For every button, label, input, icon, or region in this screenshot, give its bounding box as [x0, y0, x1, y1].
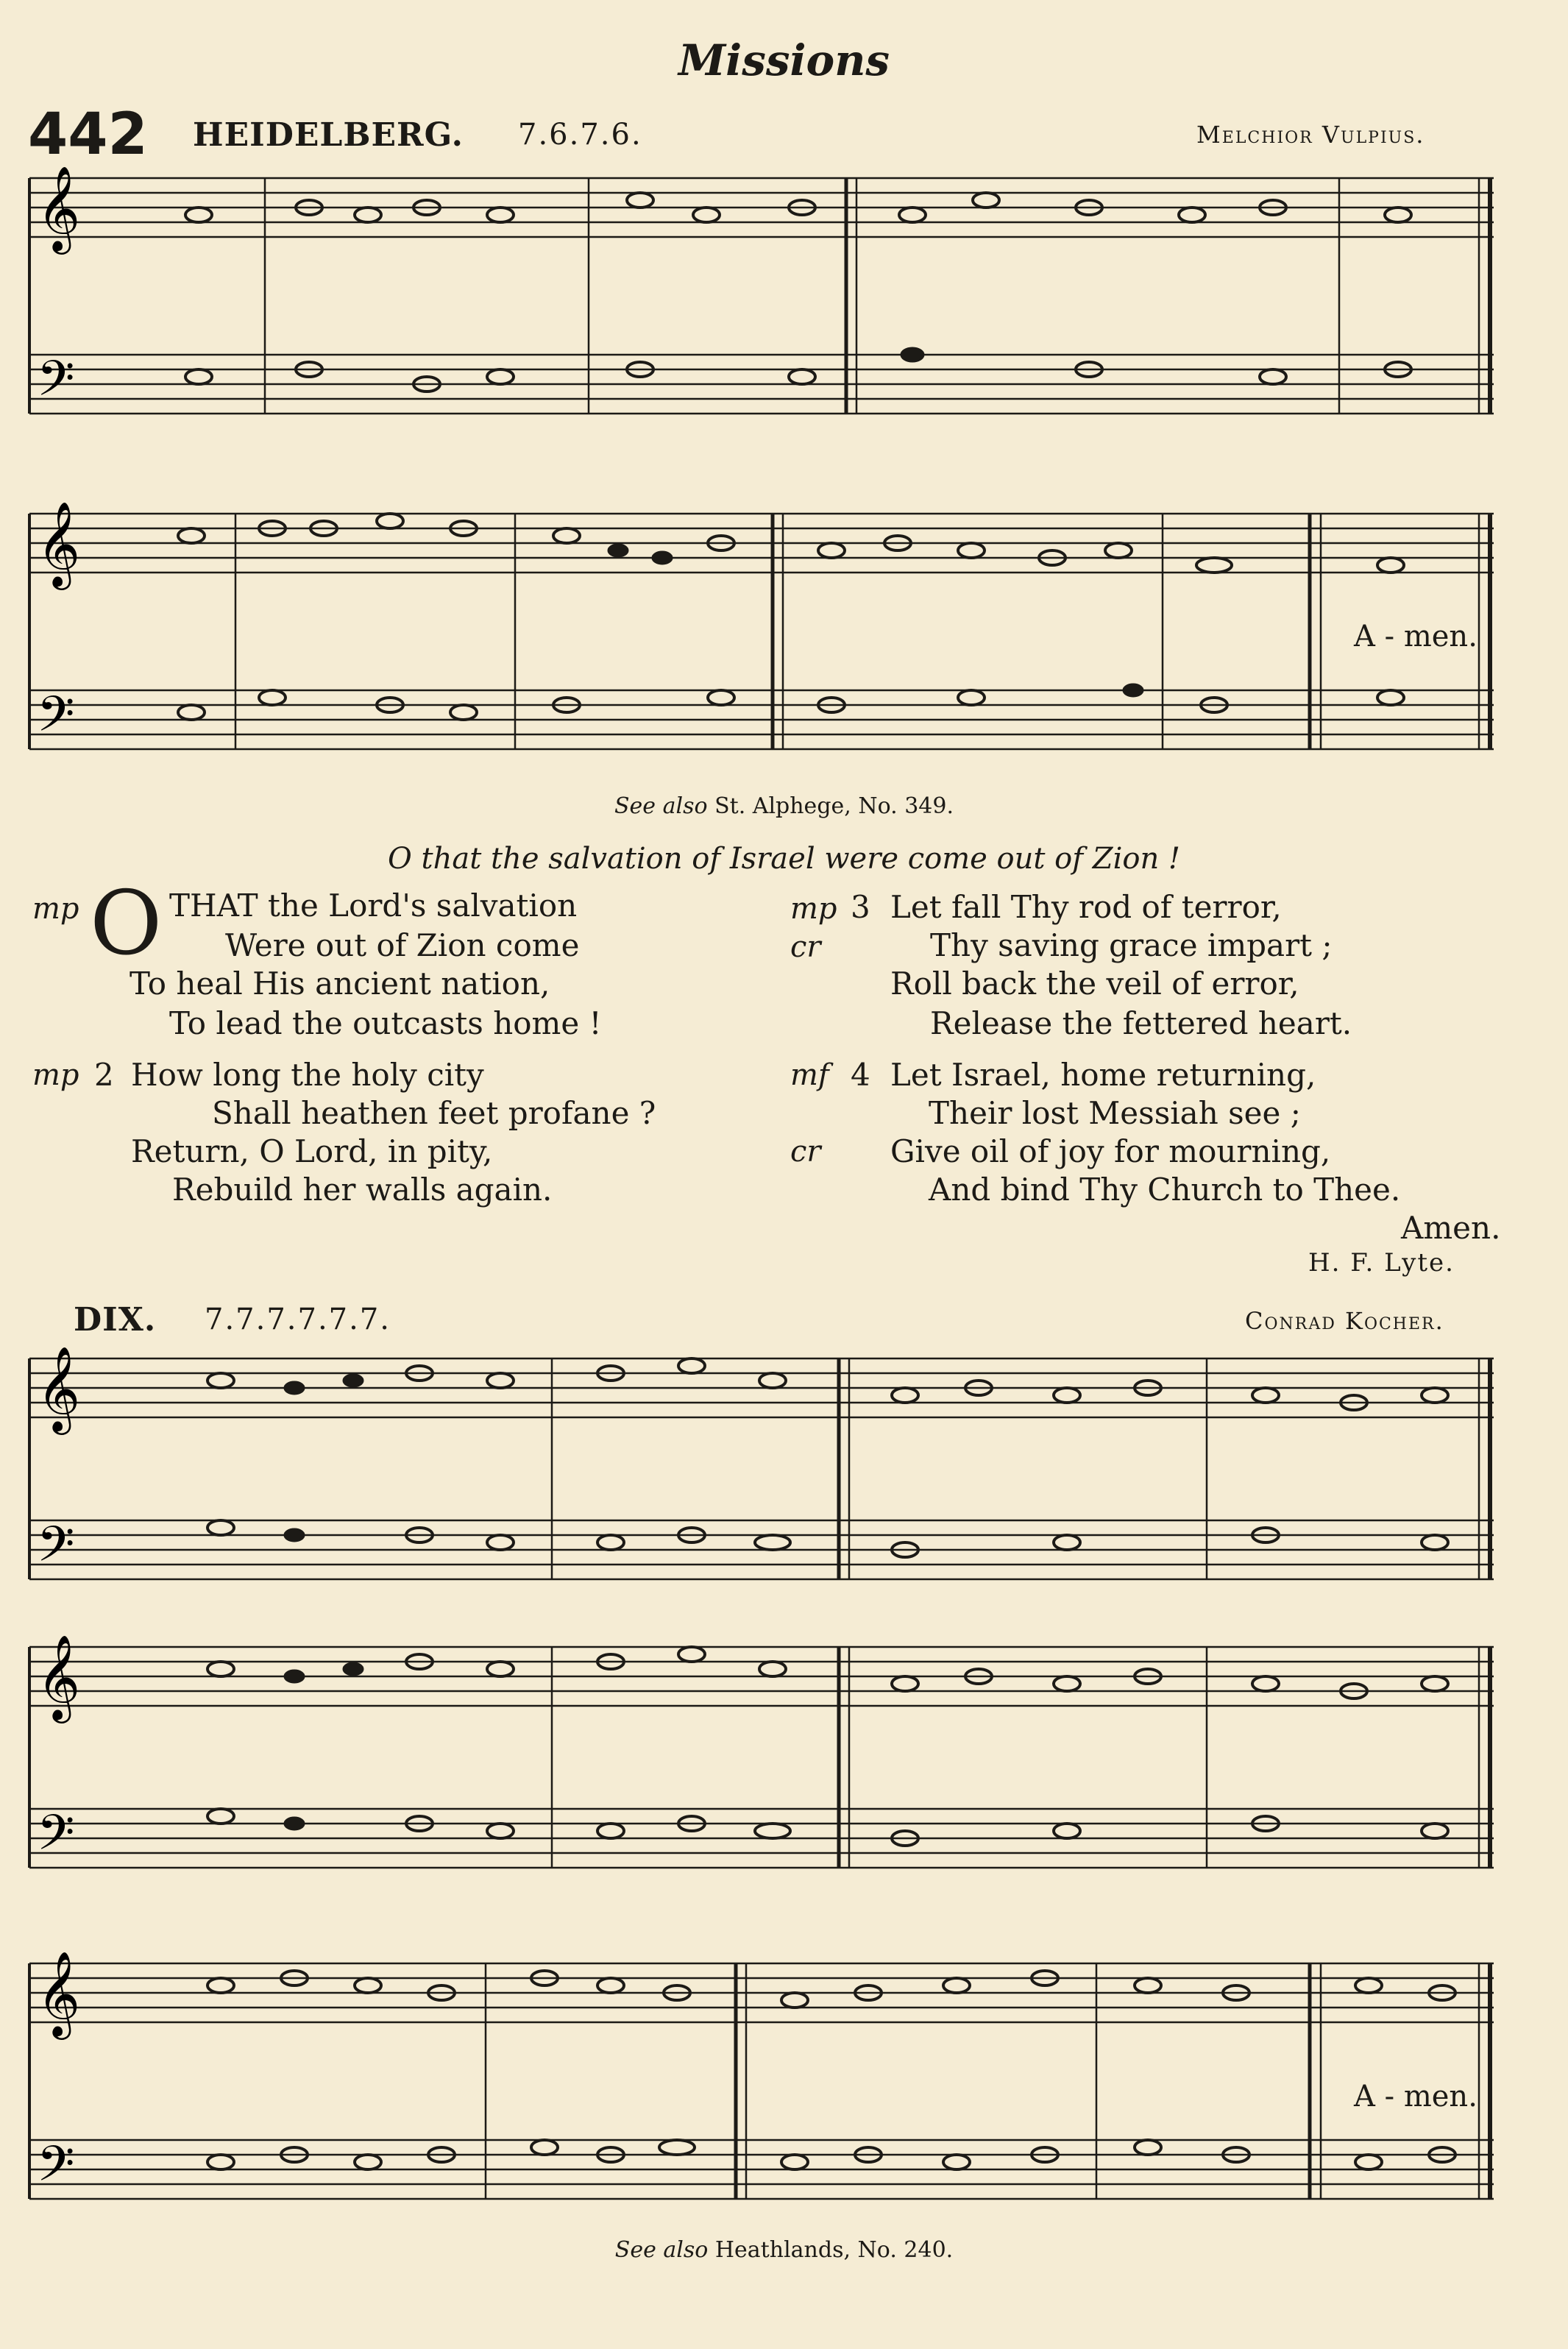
verse-3-number: 3 — [851, 889, 870, 925]
verse-1-dynamic: mp — [32, 892, 79, 926]
music-system-5 — [29, 1934, 1501, 2228]
verse-3-line-4: Release the fettered heart. — [930, 1005, 1352, 1041]
amen-dix: A - men. — [1354, 2080, 1477, 2114]
svg-text:𝄞: 𝄞 — [37, 1634, 81, 1720]
meter-dix: 7.7.7.7.7.7. — [205, 1303, 391, 1336]
verse-2-line-3: Return, O Lord, in pity, — [131, 1133, 493, 1169]
verse-4-line-2: Their lost Messiah see ; — [929, 1095, 1301, 1131]
verse-1-line-2: Were out of Zion come — [225, 927, 580, 963]
svg-text:𝄢: 𝄢 — [37, 1804, 75, 1873]
svg-text:𝄞: 𝄞 — [37, 500, 81, 587]
music-system-1 — [29, 165, 1501, 450]
verse-2-line-1: How long the holy city — [131, 1057, 484, 1093]
author-lyte: H. F. Lyte. — [1308, 1248, 1455, 1278]
svg-text:𝄢: 𝄢 — [37, 1516, 75, 1584]
closing-amen: Amen. — [1401, 1210, 1501, 1246]
verse-4-line-1: Let Israel, home returning, — [890, 1057, 1316, 1093]
verse-1-line-3: To heal His ancient nation, — [130, 966, 550, 1002]
verse-3-line-1: Let fall Thy rod of terror, — [890, 889, 1282, 925]
verse-1-line-1: THAT the Lord's salvation — [169, 887, 578, 924]
see-also-dix-prefix: See also — [614, 2237, 709, 2263]
verse-2-number: 2 — [94, 1057, 114, 1093]
section-title: Missions — [678, 35, 890, 85]
tune-name-dix: DIX. — [74, 1301, 157, 1339]
verse-3-line-2: Thy saving grace impart ; — [930, 927, 1333, 963]
verse-3-line-3: Roll back the veil of error, — [890, 966, 1299, 1002]
see-also-dix — [0, 2237, 1568, 2263]
meter-heidelberg: 7.6.7.6. — [518, 118, 642, 152]
composer-vulpius: Melchior Vulpius. — [1196, 121, 1425, 149]
scripture-line: O that the salvation of Israel were come out of Zion ! — [388, 842, 1180, 876]
verse-3-dynamic: mp — [790, 892, 837, 926]
verse-2-line-2: Shall heathen feet profane ? — [212, 1095, 656, 1131]
verse-1-line-4: To lead the outcasts home ! — [169, 1005, 602, 1041]
verse-4-dynamic-cr: cr — [790, 1135, 821, 1169]
svg-text:𝄢: 𝄢 — [37, 350, 75, 419]
verse-4-number: 4 — [851, 1057, 870, 1093]
verse-4-line-3: Give oil of joy for mourning, — [890, 1133, 1331, 1169]
hymn-number: 442 — [28, 102, 148, 168]
amen-heidelberg: A - men. — [1354, 620, 1477, 653]
svg-text:𝄢: 𝄢 — [37, 686, 75, 754]
verse-1-dropcap: O — [90, 873, 163, 975]
svg-text:𝄢: 𝄢 — [37, 2136, 75, 2204]
music-system-4 — [29, 1634, 1501, 1905]
see-also-dix-tune: Heathlands, No. 240. — [714, 2237, 954, 2263]
verse-3-dynamic-cr: cr — [790, 930, 821, 964]
tune-name-heidelberg: HEIDELBERG. — [193, 116, 464, 154]
see-also-prefix: See also — [614, 793, 708, 819]
svg-text:𝄞: 𝄞 — [37, 1950, 81, 2036]
verse-2-line-4: Rebuild her walls again. — [172, 1172, 553, 1208]
composer-kocher: Conrad Kocher. — [1245, 1307, 1444, 1335]
verse-2-dynamic: mp — [32, 1058, 79, 1092]
verse-4-dynamic: mf — [790, 1058, 829, 1092]
verse-4-line-4: And bind Thy Church to Thee. — [929, 1172, 1401, 1208]
svg-text:𝄞: 𝄞 — [37, 1345, 81, 1431]
svg-text:𝄞: 𝄞 — [37, 165, 81, 251]
music-system-2 — [29, 500, 1501, 786]
see-also-tune: St. Alphege, No. 349. — [714, 793, 954, 819]
see-also-442 — [0, 793, 1568, 819]
music-system-3 — [29, 1345, 1501, 1616]
